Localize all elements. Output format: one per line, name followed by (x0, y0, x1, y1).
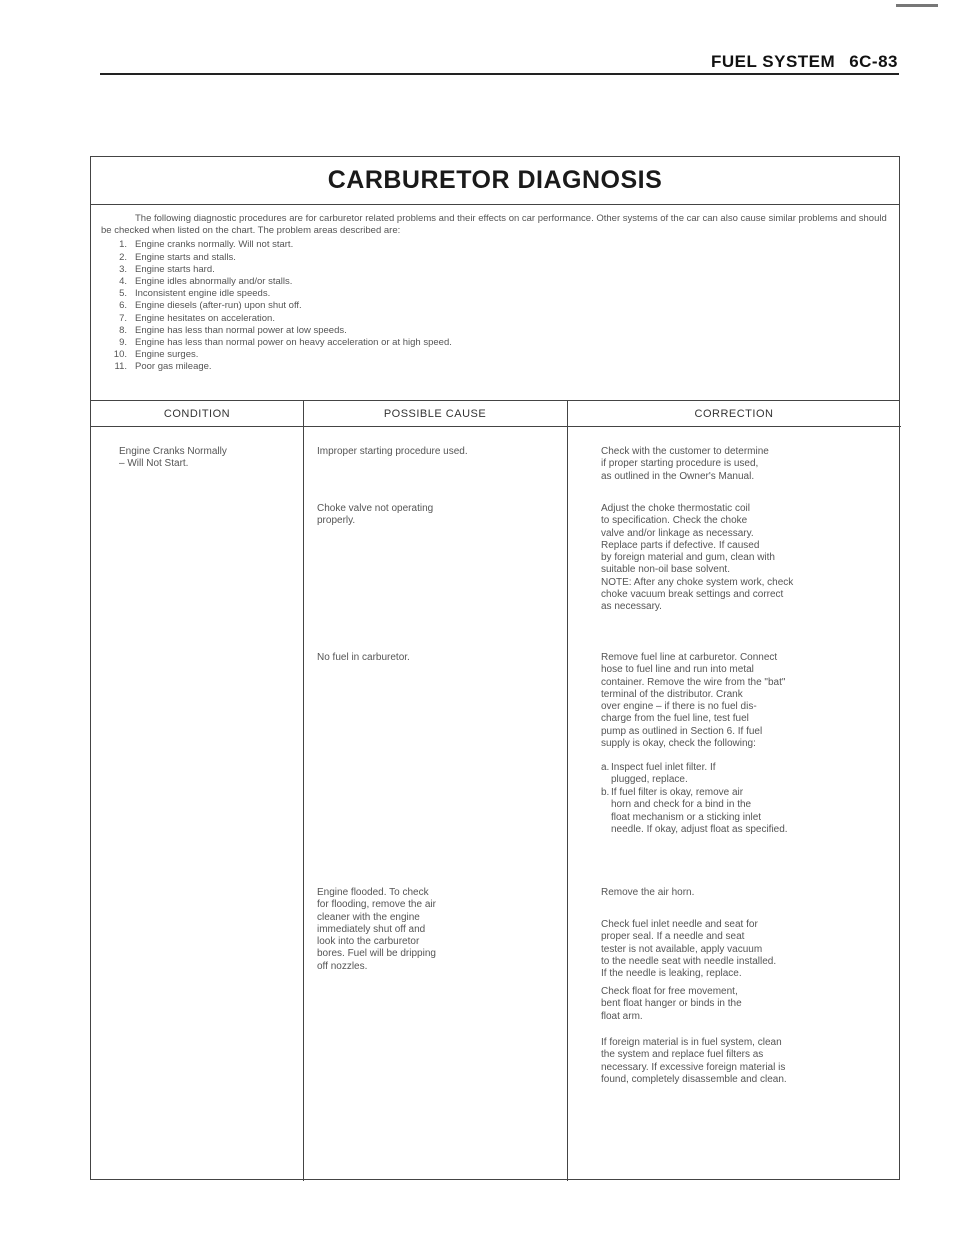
correction-header: CORRECTION (567, 401, 901, 427)
correction-cell: Check with the customer to determine if proper starting procedure is used, as outlined in the Owner's Manual. (601, 446, 769, 482)
page-number: 6C-83 (849, 52, 898, 71)
list-item: 9. Engine has less than normal power on heavy acceleration or at high speed. (119, 337, 452, 349)
list-item: 7. Engine hesitates on acceleration. (119, 312, 275, 324)
list-item: 1. Engine cranks normally. Will not start. (119, 239, 294, 251)
list-item: 11. Poor gas mileage. (114, 361, 212, 373)
correction-cell: Remove fuel line at carburetor. Connect hose to fuel line and run into metal container. Remove the wire from the "bat" terminal of the distributor. Crank over engine – if there is no fuel dis- charge from the fuel line, test fuel pump as outlined in Section 6. If fuel supply is okay, check the following: (601, 652, 786, 750)
chart-title: CARBURETOR DIAGNOSIS (327, 166, 663, 194)
list-item: 4. Engine idles abnormally and/or stalls. (119, 276, 293, 288)
correction-cell: Check fuel inlet needle and seat for proper seal. If a needle and seat tester is not available, apply vacuum to the needle seat with needle installed. If the needle is leaking, replace. (601, 919, 777, 980)
section-title: FUEL SYSTEM (710, 52, 836, 71)
correction-subitem: a. Inspect fuel inlet filter. If plugged, replace. (601, 762, 716, 786)
list-item: 2. Engine starts and stalls. (119, 251, 236, 263)
cause-cell: Choke valve not operating properly. (317, 503, 434, 527)
correction-cell: Adjust the choke thermostatic coil to specification. Check the choke valve and/or linkage as necessary. Replace parts if defective. If caused by foreign material and gum, clean with suitable non-oil base solvent. NOTE: After any choke system work, check choke vacuum break settings and correct as necessary. (601, 503, 794, 613)
cause-cell: Engine flooded. To check for flooding, remove the air cleaner with the engine immediately shut off and look into the carburetor bores. Fuel will be dripping off nozzles. (317, 887, 436, 972)
intro-paragraph: The following diagnostic procedures are for carburetor related problems and their effects on car performance. Other systems of the car can also cause similar problems and should be checked when listed on the chart. The problem areas described are: (101, 213, 887, 237)
correction-subitem: b. If fuel filter is okay, remove air horn and check for a bind in the float mechanism or a sticking inlet needle. If okay, adjust float as specified. (601, 787, 788, 835)
column-divider (303, 401, 304, 1181)
list-item: 3. Engine starts hard. (119, 263, 215, 275)
corner-mark (896, 4, 938, 7)
correction-cell: Remove the air horn. (601, 887, 695, 898)
list-item: 6. Engine diesels (after-run) upon shut off. (119, 300, 302, 312)
correction-cell: Check float for free movement, bent float hanger or binds in the float arm. (601, 986, 742, 1022)
correction-cell: If foreign material is in fuel system, clean the system and replace fuel filters as necessary. If excessive foreign material is found, completely disassemble and clean. (601, 1037, 787, 1085)
list-item: 5. Inconsistent engine idle speeds. (119, 288, 271, 300)
problem-list (91, 239, 899, 373)
column-divider (567, 401, 568, 1181)
cause-header: POSSIBLE CAUSE (303, 401, 567, 427)
page-header (711, 52, 898, 72)
condition-cell: Engine Cranks Normally – Will Not Start. (119, 446, 227, 470)
header-rule (100, 73, 899, 75)
condition-header: CONDITION (91, 401, 303, 427)
cause-cell: No fuel in carburetor. (317, 652, 410, 663)
diagnosis-chart (90, 156, 900, 1180)
title-box (91, 157, 899, 205)
list-item: 8. Engine has less than normal power at low speeds. (119, 324, 347, 336)
intro-section (91, 205, 899, 401)
list-item: 10. Engine surges. (113, 349, 199, 361)
cause-cell: Improper starting procedure used. (317, 446, 468, 457)
